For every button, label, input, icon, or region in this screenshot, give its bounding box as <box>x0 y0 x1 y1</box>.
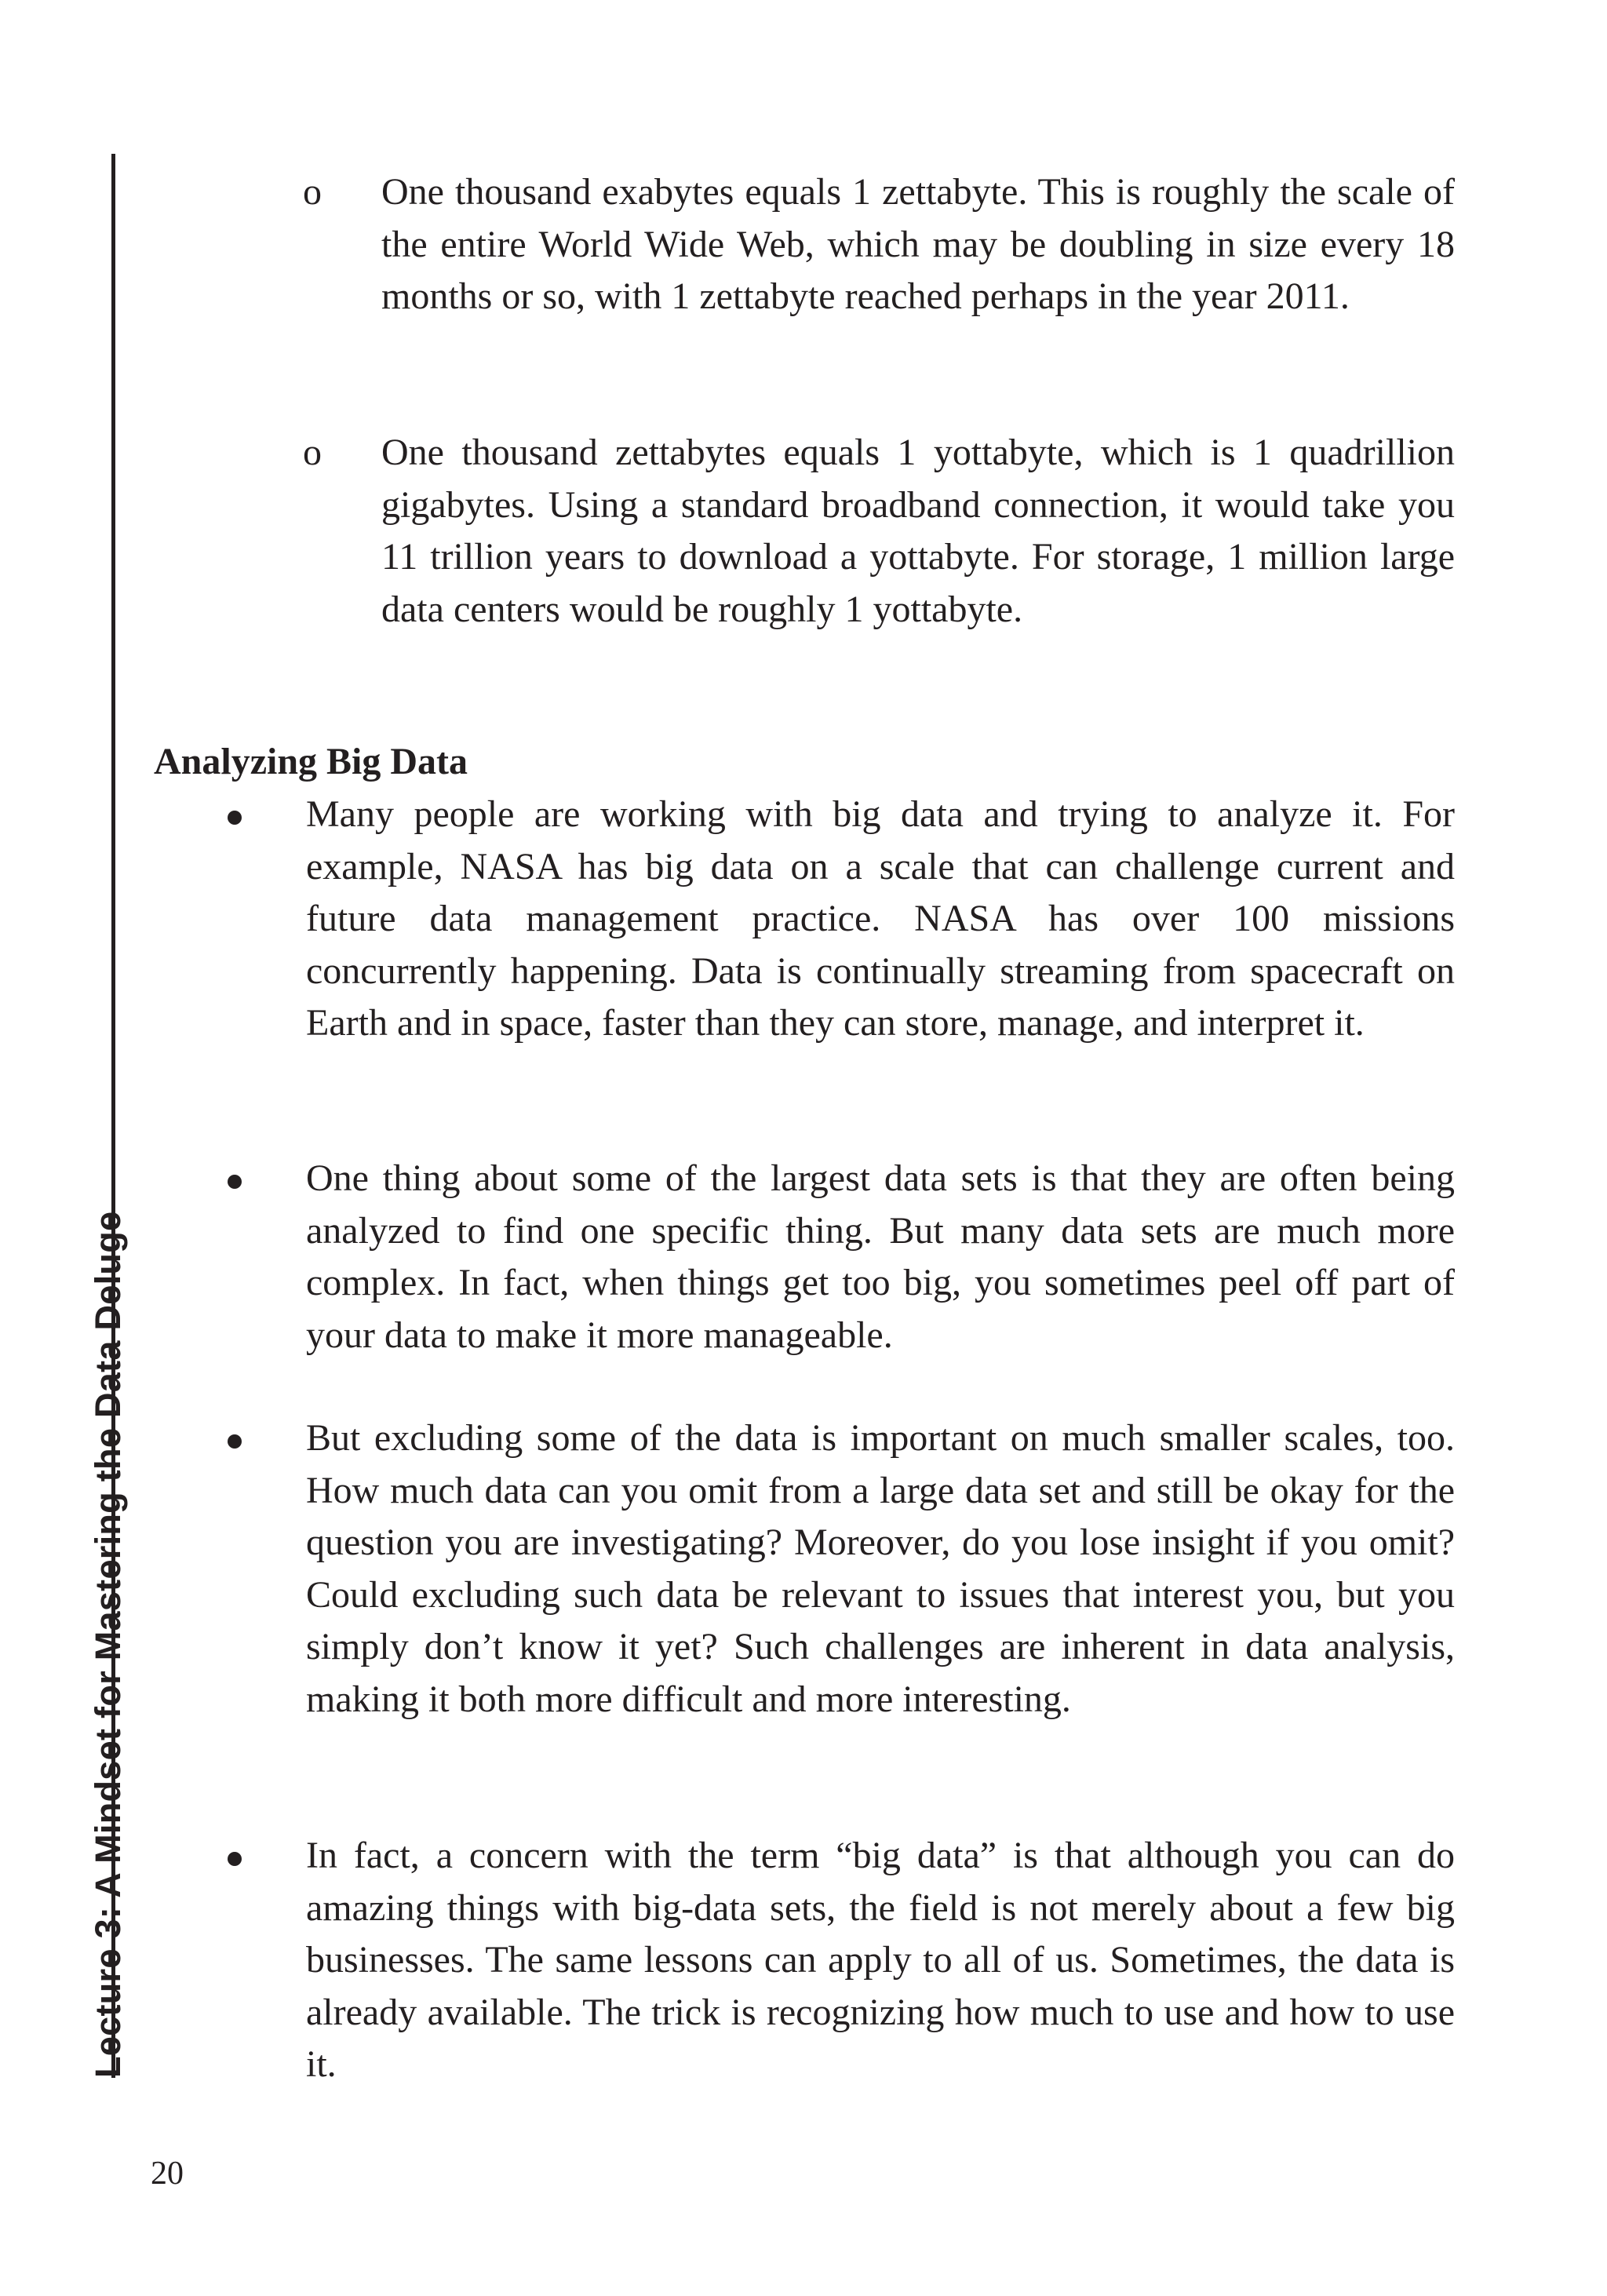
bullet-dot <box>228 1175 242 1189</box>
sub-bullet-marker: o <box>303 171 322 213</box>
bullet-text: Many people are working with big data and trying to analyze it. For example, NASA has big data on a scale that can challenge current and future data management practice. NASA has over 100 missions concurrently happening. Data is continually streaming from spacecraft on Earth and in space, faster than they can store, manage, and interpret it. <box>306 793 1455 1044</box>
section-heading: Analyzing Big Data <box>154 741 468 782</box>
page-number: 20 <box>151 2156 184 2192</box>
running-head: Lecture 3: A Mindset for Mastering the Data Deluge <box>88 1211 128 2078</box>
sub-bullet-text: One thousand zettabytes equals 1 yottabyte, which is 1 quadrillion gigabytes. Using a standard broadband connection, it would take you 11 trillion years to download a yottabyte. For storage, 1 million large data centers would be roughly 1 yottabyte. <box>381 432 1455 630</box>
bullet-dot <box>228 1434 242 1449</box>
bullet-text: But excluding some of the data is important on much smaller scales, too. How much data can you omit from a large data set and still be okay for the question you are investigating? Moreover, do you lose insight if you omit? Could excluding such data be relevant to issues that interest you, but you simply don’t know it yet? Such challenges are inherent in data analysis, making it both more difficult and more interesting. <box>306 1417 1455 1720</box>
sub-bullet-marker: o <box>303 432 322 473</box>
bullet-text: In fact, a concern with the term “big data” is that although you can do amazing things with big-data sets, the field is not merely about a few big businesses. The same lessons can apply to all of us. Sometimes, the data is already available. The trick is recognizing how much to use and how to use it. <box>306 1835 1455 2085</box>
bullet-dot <box>228 811 242 825</box>
sub-bullet-text: One thousand exabytes equals 1 zettabyte. This is roughly the scale of the entire World Wide Web, which may be doubling in size every 18 months or so, with 1 zettabyte reached perhaps in the year 2011. <box>381 171 1455 317</box>
bullet-text: One thing about some of the largest data sets is that they are often being analyzed to find one specific thing. But many data sets are much more complex. In fact, when things get too big, you sometimes peel off part of your data to make it more manageable. <box>306 1157 1455 1356</box>
bullet-dot <box>228 1852 242 1866</box>
